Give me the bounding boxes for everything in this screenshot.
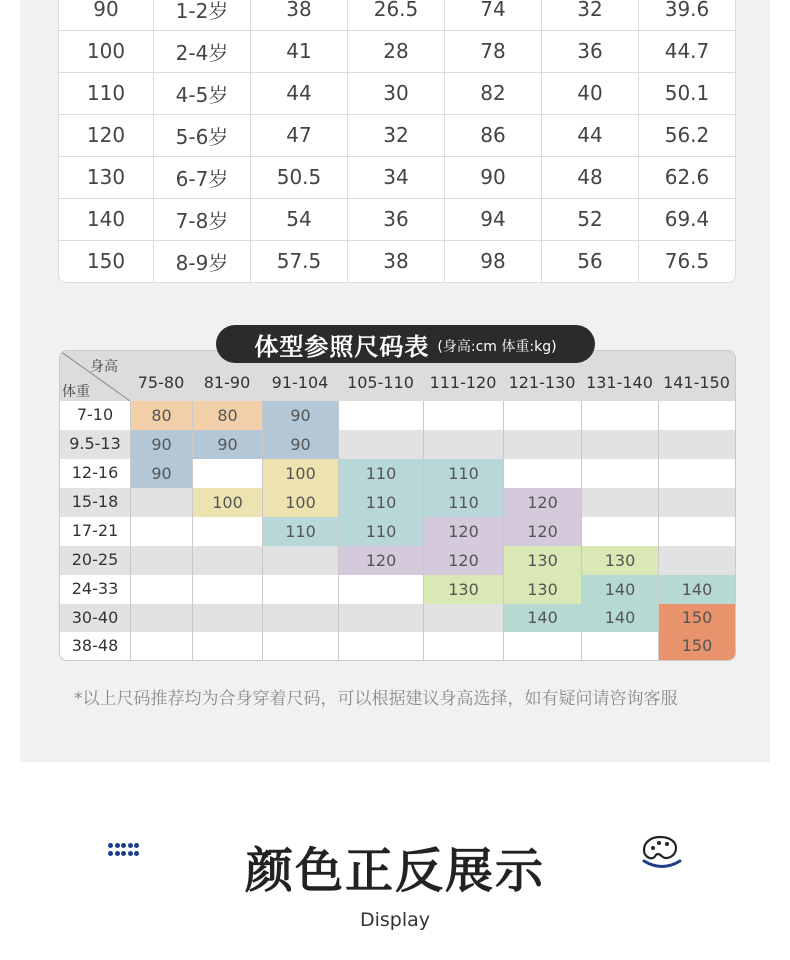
size-80-cell: 80 [131, 401, 192, 430]
height-range-label: 131-140 [586, 373, 653, 392]
table-cell: 36 [542, 30, 639, 72]
table-cell: 44 [251, 72, 348, 114]
table-cell: 40 [542, 72, 639, 114]
size-100-cell: 100 [263, 459, 338, 488]
table-row [59, 198, 735, 241]
table-cell: 32 [348, 114, 445, 156]
section-title: 颜色正反展示 [244, 843, 545, 899]
grid-divider [503, 401, 504, 660]
size-90-cell: 90 [193, 430, 262, 459]
size-100-cell: 100 [263, 488, 338, 517]
table-cell: 130 [59, 156, 154, 198]
table-cell: 34 [348, 156, 445, 198]
size-recommendation-note: *以上尺码推荐均为合身穿着尺码，可以根据建议身高选择，如有疑问请咨询客服 [74, 689, 678, 709]
table-cell: 62.6 [664, 165, 710, 189]
size-150-cell: 150 [659, 604, 735, 632]
height-range-label: 105-110 [347, 373, 414, 392]
table-cell: 30 [348, 72, 445, 114]
size-130-cell: 130 [424, 575, 503, 604]
size-110-cell: 110 [339, 488, 423, 517]
table-cell: 1-2岁 [154, 0, 251, 30]
table-cell: 52 [542, 198, 639, 240]
table-cell: 36 [348, 198, 445, 240]
corner-weight-label: 体重 [62, 384, 90, 400]
size-130-cell: 130 [504, 546, 581, 575]
table-cell: 47 [251, 114, 348, 156]
size-110-cell: 110 [339, 459, 423, 488]
size-120-cell: 120 [504, 517, 581, 546]
table-cell: 56 [542, 240, 639, 282]
section-subtitle: Display [359, 909, 431, 931]
weight-range-label: 7-10 [76, 405, 114, 424]
weight-range-label: 30-40 [71, 608, 119, 627]
palette-icon [640, 834, 684, 870]
grid-divider [423, 401, 424, 660]
table-row [59, 0, 735, 31]
table-cell: 7-8岁 [154, 198, 251, 240]
table-cell: 5-6岁 [154, 114, 251, 156]
size-measurement-table [58, 0, 736, 283]
grid-divider [338, 401, 339, 660]
table-cell: 38 [348, 240, 445, 282]
table-cell: 48 [542, 156, 639, 198]
height-range-label: 91-104 [271, 373, 329, 392]
size-80-cell: 80 [193, 401, 262, 430]
table-cell: 8-9岁 [154, 240, 251, 282]
table-cell: 57.5 [251, 240, 348, 282]
reference-title: 体型参照尺码表 [254, 332, 430, 361]
table-cell: 32 [542, 0, 639, 30]
table-cell: 2-4岁 [154, 30, 251, 72]
size-140-cell: 140 [659, 575, 735, 604]
table-cell: 78 [445, 30, 542, 72]
size-100-cell: 100 [193, 488, 262, 517]
table-cell: 28 [348, 30, 445, 72]
size-140-cell: 140 [582, 575, 658, 604]
table-cell: 98 [445, 240, 542, 282]
size-120-cell: 120 [424, 517, 503, 546]
reference-subtitle: (身高:cm 体重:kg) [437, 339, 557, 355]
table-cell: 90 [445, 156, 542, 198]
size-150-cell: 150 [659, 632, 735, 660]
table-cell: 82 [445, 72, 542, 114]
size-90-cell: 90 [131, 459, 192, 488]
size-110-cell: 110 [424, 459, 503, 488]
grid-divider [581, 401, 582, 660]
table-row [59, 240, 735, 282]
table-cell: 6-7岁 [154, 156, 251, 198]
weight-range-label: 9.5-13 [69, 434, 121, 453]
table-cell: 50.5 [251, 156, 348, 198]
table-cell: 44 [542, 114, 639, 156]
table-cell: 38 [251, 0, 348, 30]
table-cell: 86 [445, 114, 542, 156]
size-90-cell: 90 [263, 401, 338, 430]
table-row [59, 72, 735, 115]
height-range-label: 121-130 [508, 373, 576, 392]
table-cell: 44.7 [664, 39, 710, 63]
height-range-label: 75-80 [137, 373, 185, 392]
table-cell: 56.2 [664, 123, 710, 147]
table-cell: 100 [59, 30, 154, 72]
table-cell: 39.6 [664, 0, 710, 21]
size-120-cell: 120 [339, 546, 423, 575]
grid-divider [658, 401, 659, 660]
weight-range-label: 24-33 [71, 579, 119, 598]
table-cell: 140 [59, 198, 154, 240]
weight-range-label: 15-18 [71, 492, 119, 511]
table-cell: 74 [445, 0, 542, 30]
table-cell: 26.5 [348, 0, 445, 30]
reference-row [60, 632, 735, 660]
table-cell: 90 [59, 0, 154, 30]
size-130-cell: 130 [504, 575, 581, 604]
size-90-cell: 90 [131, 430, 192, 459]
size-90-cell: 90 [263, 430, 338, 459]
size-110-cell: 110 [263, 517, 338, 546]
weight-range-label: 38-48 [71, 636, 119, 655]
table-cell: 54 [251, 198, 348, 240]
table-row [59, 156, 735, 199]
table-cell: 50.1 [664, 81, 710, 105]
grid-divider [192, 401, 193, 660]
size-140-cell: 140 [582, 604, 658, 632]
corner-height-label: 身高 [90, 359, 118, 375]
weight-range-label: 17-21 [71, 521, 119, 540]
table-cell: 4-5岁 [154, 72, 251, 114]
height-range-label: 111-120 [429, 373, 497, 392]
size-140-cell: 140 [504, 604, 581, 632]
weight-range-label: 20-25 [71, 550, 119, 569]
table-cell: 150 [59, 240, 154, 282]
size-110-cell: 110 [339, 517, 423, 546]
table-cell: 120 [59, 114, 154, 156]
table-row [59, 30, 735, 73]
size-110-cell: 110 [424, 488, 503, 517]
grid-divider [130, 401, 131, 660]
grid-divider [262, 401, 263, 660]
size-120-cell: 120 [424, 546, 503, 575]
table-row [59, 114, 735, 157]
weight-range-label: 12-16 [71, 463, 119, 482]
height-range-label: 141-150 [663, 373, 730, 392]
reference-title-pill [216, 325, 595, 363]
height-range-label: 81-90 [203, 373, 251, 392]
table-cell: 69.4 [664, 207, 710, 231]
table-cell: 110 [59, 72, 154, 114]
table-cell: 94 [445, 198, 542, 240]
table-cell: 76.5 [664, 249, 710, 273]
table-cell: 41 [251, 30, 348, 72]
size-120-cell: 120 [504, 488, 581, 517]
body-type-reference-grid [59, 350, 736, 661]
size-130-cell: 130 [582, 546, 658, 575]
